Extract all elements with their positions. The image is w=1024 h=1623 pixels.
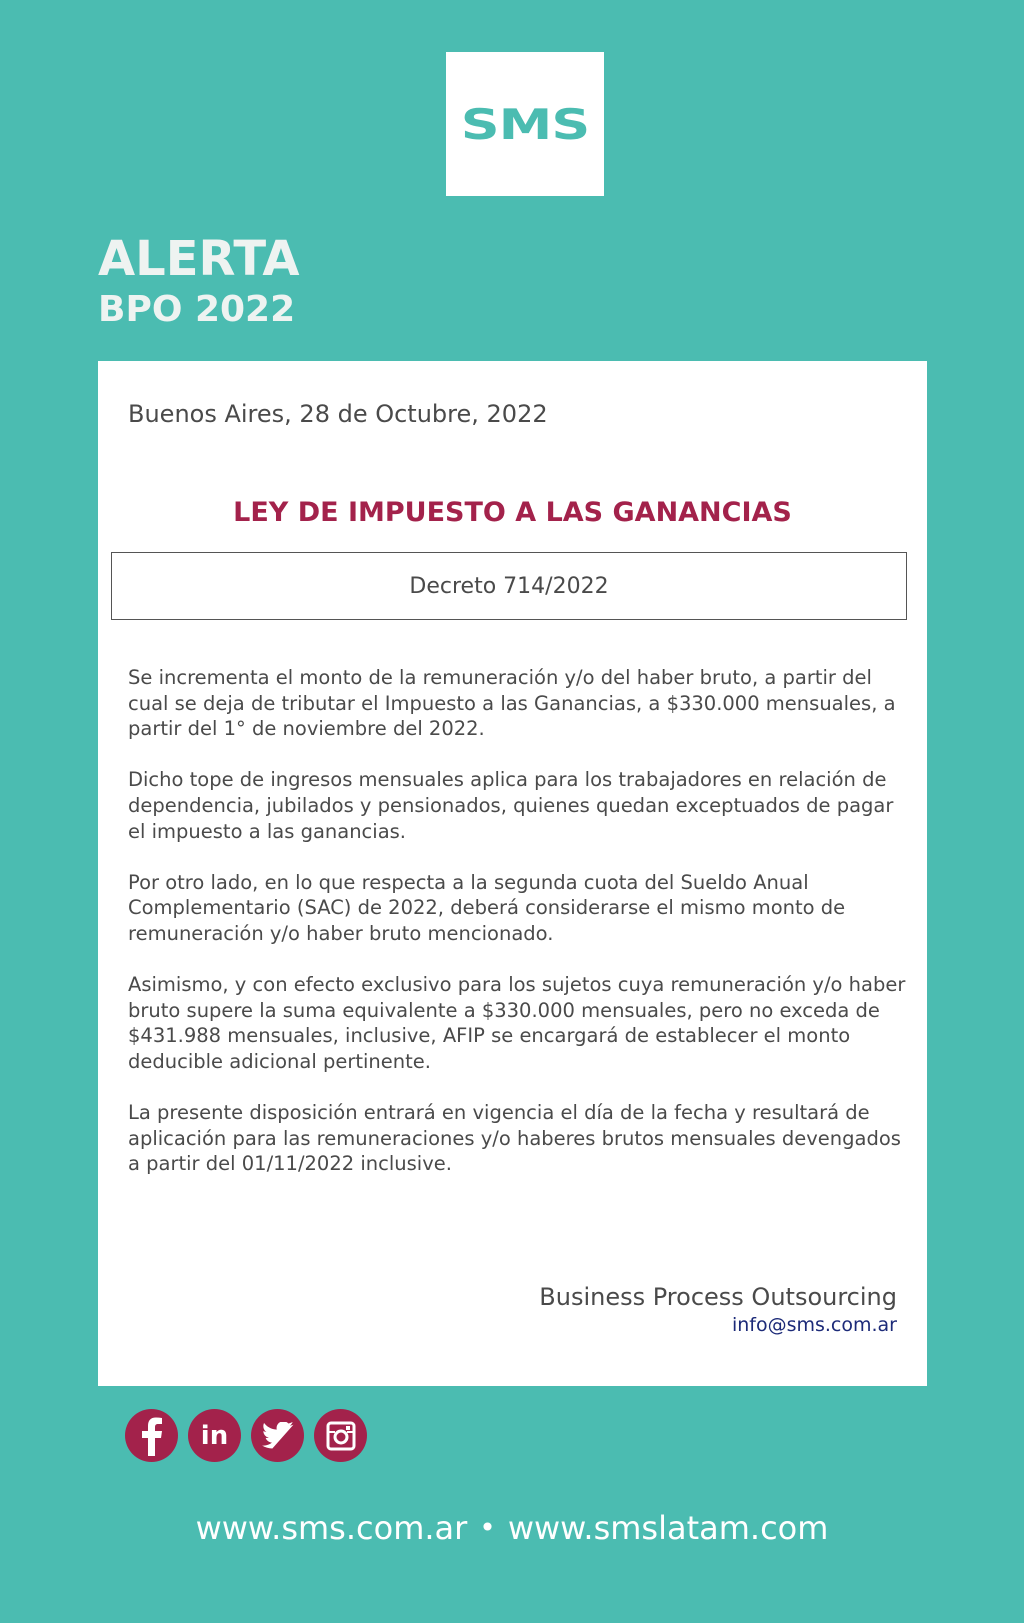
decree-label: Decreto 714/2022: [409, 573, 609, 599]
content-card: [98, 361, 927, 1386]
alert-title: ALERTA: [98, 231, 300, 287]
website-link-smslatam[interactable]: www.smslatam.com: [507, 1509, 829, 1547]
sms-logo: [446, 52, 604, 196]
email-link[interactable]: info@sms.com.ar: [731, 1314, 897, 1336]
logo-text: SMS: [460, 99, 590, 149]
twitter-icon[interactable]: [251, 1409, 304, 1462]
linkedin-glyph: in: [200, 1420, 229, 1451]
footer-separator: •: [479, 1511, 496, 1544]
website-link-sms[interactable]: www.sms.com.ar: [195, 1509, 468, 1547]
paragraph: Se incrementa el monto de la remuneración y/o del haber bruto, a partir del cual se deja de tributar el Impuesto a las Ganancias, a $330.000 mensuales, a partir del 1° de noviembre del 2022.: [128, 666, 896, 741]
instagram-icon[interactable]: [314, 1409, 367, 1462]
alert-subtitle: BPO 2022: [98, 289, 296, 330]
facebook-icon[interactable]: [125, 1409, 178, 1462]
decree-box: [111, 552, 907, 620]
social-links: [125, 1409, 367, 1462]
paragraph: Asimismo, y con efecto exclusivo para los sujetos cuya remuneración y/o haber bruto supere la suma equivalente a $330.000 mensuales, pero no exceda de $431.988 mensuales, inclusive, AFIP se encargará de establecer el monto deducible adicional pertinente.: [128, 973, 906, 1073]
linkedin-icon[interactable]: [188, 1409, 241, 1462]
signature-line: Business Process Outsourcing: [539, 1283, 897, 1311]
body-text: [128, 665, 906, 1202]
paragraph: Por otro lado, en lo que respecta a la segunda cuota del Sueldo Anual Complementario (SAC) de 2022, deberá considerarse el mismo monto de remuneración y/o haber bruto mencionado.: [128, 870, 846, 945]
law-title: LEY DE IMPUESTO A LAS GANANCIAS: [233, 497, 792, 528]
document-date: Buenos Aires, 28 de Octubre, 2022: [128, 400, 548, 428]
signature-block: [539, 1282, 897, 1338]
paragraph: La presente disposición entrará en vigencia el día de la fecha y resultará de aplicación para las remuneraciones y/o haberes brutos mensuales devengados a partir del 01/11/2022 inclusive.: [128, 1101, 901, 1176]
paragraph: Dicho tope de ingresos mensuales aplica para los trabajadores en relación de dependencia, jubilados y pensionados, quienes quedan exceptuados de pagar el impuesto a las ganancias.: [128, 768, 894, 843]
footer-websites: [0, 1508, 1024, 1548]
